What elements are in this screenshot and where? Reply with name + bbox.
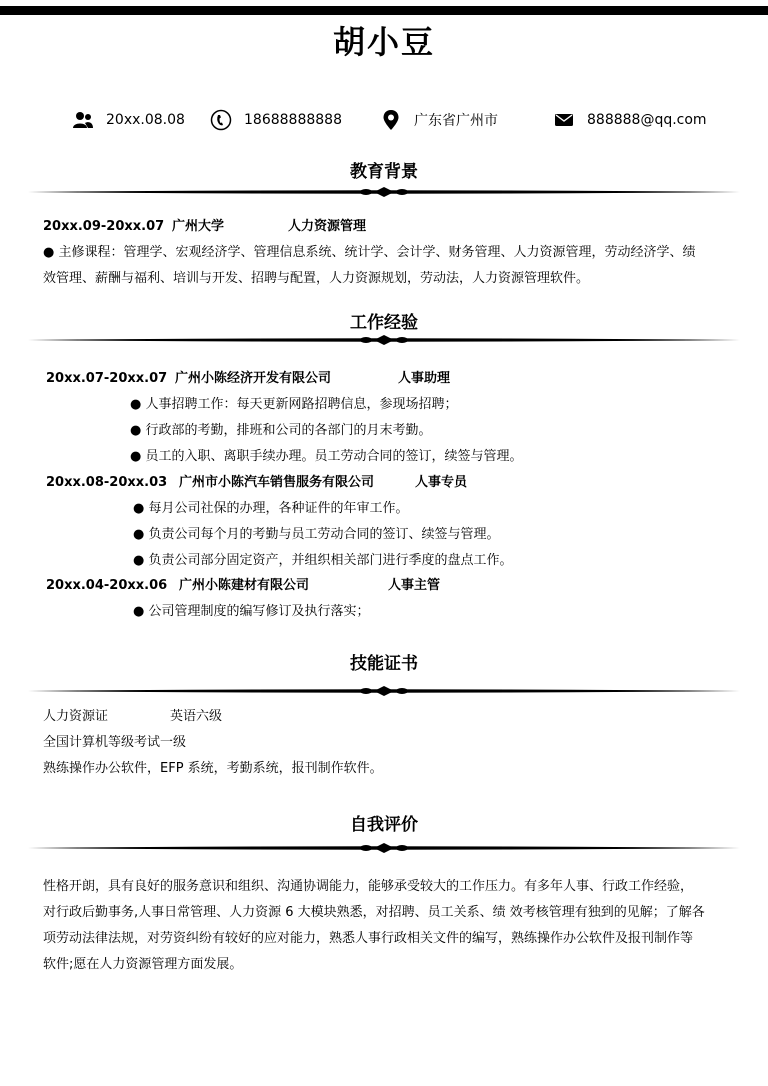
skill-cert-1: 人力资源证 (43, 709, 109, 724)
skills-divider (28, 685, 740, 697)
education-school: 广州大学 (172, 219, 225, 234)
location-text: 广东省广州市 (414, 113, 498, 129)
work-divider (28, 334, 740, 346)
contact-location (380, 106, 498, 134)
phone-text: 18688888888 (244, 112, 342, 128)
email-text: 888888@qq.com (587, 112, 707, 128)
contact-email (553, 106, 707, 134)
job-2-position: 人事专员 (415, 475, 468, 490)
education-title: 教育背景 (350, 162, 418, 182)
job-2-company: 广州市小陈汽车销售服务有限公司 (179, 475, 375, 490)
job-1-period: 20xx.07-20xx.07 (46, 371, 168, 386)
user-group-icon (72, 109, 94, 131)
education-courses-line1: ● 主修课程：管理学、宏观经济学、管理信息系统、统计学、会计学、财务管理、人力资源管理，劳动经济学、绩 (43, 245, 696, 260)
job-3-header (46, 573, 546, 599)
contact-phone (210, 106, 342, 134)
skill-cert-2: 英语六级 (170, 709, 223, 724)
skill-line-2: 全国计算机等级考试一级 (43, 735, 187, 750)
job-2-duty-3: ● 负责公司部分固定资产，并组织相关部门进行季度的盘点工作。 (133, 553, 513, 568)
job-1-company: 广州小陈经济开发有限公司 (175, 371, 332, 386)
job-1-position: 人事助理 (398, 371, 451, 386)
location-pin-icon (380, 109, 402, 131)
job-2-duty-2: ● 负责公司每个月的考勤与员工劳动合同的签订、续签与管理。 (133, 527, 500, 542)
education-divider (28, 186, 740, 198)
job-3-position: 人事主管 (388, 578, 441, 593)
job-2-duty-1: ● 每月公司社保的办理，各种证件的年审工作。 (133, 501, 409, 516)
skill-line-3: 熟练操作办公软件，EFP 系统，考勤系统，报刊制作软件。 (43, 761, 383, 776)
birthdate-text: 20xx.08.08 (106, 112, 185, 128)
self-evaluation-line3: 项劳动法律法规，对劳资纠纷有较好的应对能力，熟悉人事行政相关文件的编写，熟练操作办公软件及报刊制作等 (43, 931, 694, 946)
education-period: 20xx.09-20xx.07 (43, 219, 165, 234)
job-2-header (46, 470, 546, 496)
contact-birthdate (72, 106, 185, 134)
self-evaluation-line1: 性格开朗，具有良好的服务意识和组织、沟通协调能力，能够承受较大的工作压力。有多年人事、行政工作经验， (43, 879, 694, 894)
job-1-duty-3: ● 员工的入职、离职手续办理。员工劳动合同的签订，续签与管理。 (130, 449, 523, 464)
self-evaluation-line4: 软件;愿在人力资源管理方面发展。 (43, 957, 243, 972)
job-1-header (46, 366, 546, 392)
job-2-period: 20xx.08-20xx.03 (46, 475, 168, 490)
job-3-period: 20xx.04-20xx.06 (46, 578, 168, 593)
mail-icon (553, 109, 575, 131)
self-evaluation-title: 自我评价 (350, 815, 418, 835)
candidate-name: 胡小豆 (332, 23, 435, 61)
education-header-row (43, 214, 543, 240)
education-courses-line2: 效管理、薪酬与福利、培训与开发、招聘与配置，人力资源规划，劳动法，人力资源管理软件。 (43, 271, 590, 286)
job-3-company: 广州小陈建材有限公司 (179, 578, 310, 593)
job-1-duty-1: ● 人事招聘工作：每天更新网路招聘信息，参现场招聘； (130, 397, 458, 412)
job-1-duty-2: ● 行政部的考勤，排班和公司的各部门的月末考勤。 (130, 423, 432, 438)
phone-icon (210, 109, 232, 131)
education-major: 人力资源管理 (288, 219, 367, 234)
top-bar (0, 6, 768, 15)
self-evaluation-divider (28, 842, 740, 854)
skills-title: 技能证书 (350, 654, 418, 674)
job-3-duty-1: ● 公司管理制度的编写修订及执行落实； (133, 604, 370, 619)
work-title: 工作经验 (350, 313, 418, 333)
self-evaluation-line2: 对行政后勤事务,人事日常管理、人力资源 6 大模块熟悉，对招聘、员工关系、绩 效考核管理有独到的见解；了解各 (43, 905, 705, 920)
